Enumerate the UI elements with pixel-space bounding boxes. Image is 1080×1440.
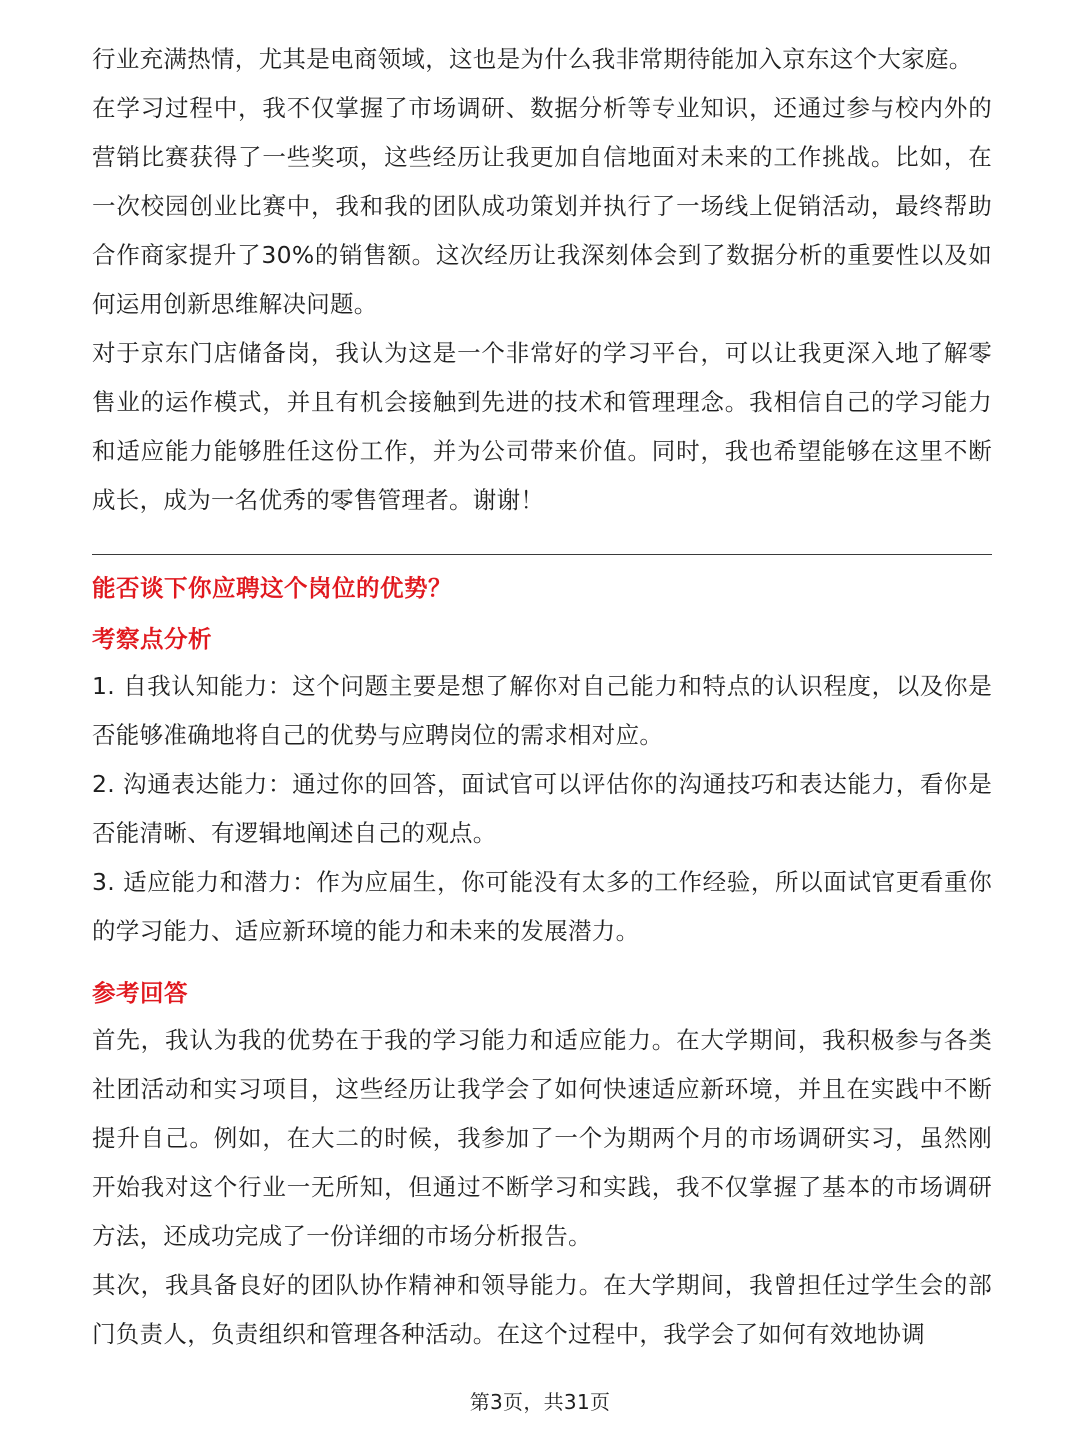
answer-paragraph: 其次，我具备良好的团队协作精神和领导能力。在大学期间，我曾担任过学生会的部门负责人，负责组织和管理各种活动。在这个过程中，我学会了如何有效地协调	[92, 1271, 992, 1348]
analysis-point: 2. 沟通表达能力：通过你的回答，面试官可以评估你的沟通技巧和表达能力，看你是否能清晰、有逻辑地阐述自己的观点。	[92, 770, 992, 847]
paragraph: 在学习过程中，我不仅掌握了市场调研、数据分析等专业知识，还通过参与校内外的营销比赛获得了一些奖项，这些经历让我更加自信地面对未来的工作挑战。比如，在一次校园创业比赛中，我和我的团队成功策划并执行了一场线上促销活动，最终帮助合作商家提升了30%的销售额。这次经历让我深刻体会到了数据分析的重要性以及如何运用创新思维解决问题。	[92, 94, 992, 318]
page-content	[92, 35, 992, 1359]
paragraph: 行业充满热情，尤其是电商领域，这也是为什么我非常期待能加入京东这个大家庭。	[92, 45, 973, 73]
answer-heading: 参考回答	[92, 979, 188, 1007]
answer-paragraph: 首先，我认为我的优势在于我的学习能力和适应能力。在大学期间，我积极参与各类社团活动和实习项目，这些经历让我学会了如何快速适应新环境，并且在实践中不断提升自己。例如，在大二的时候，我参加了一个为期两个月的市场调研实习，虽然刚开始我对这个行业一无所知，但通过不断学习和实践，我不仅掌握了基本的市场调研方法，还成功完成了一份详细的市场分析报告。	[92, 1026, 992, 1250]
analysis-point: 1. 自我认知能力：这个问题主要是想了解你对自己能力和特点的认识程度，以及你是否能够准确地将自己的优势与应聘岗位的需求相对应。	[92, 672, 992, 749]
section-divider	[92, 554, 992, 555]
page-number-footer: 第3页，共31页	[469, 1390, 611, 1414]
paragraph: 对于京东门店储备岗，我认为这是一个非常好的学习平台，可以让我更深入地了解零售业的运作模式，并且有机会接触到先进的技术和管理理念。我相信自己的学习能力和适应能力能够胜任这份工作，并为公司带来价值。同时，我也希望能够在这里不断成长，成为一名优秀的零售管理者。谢谢！	[92, 339, 992, 514]
analysis-heading: 考察点分析	[92, 625, 212, 653]
question-title: 能否谈下你应聘这个岗位的优势？	[92, 574, 452, 602]
analysis-point: 3. 适应能力和潜力：作为应届生，你可能没有太多的工作经验，所以面试官更看重你的学习能力、适应新环境的能力和未来的发展潜力。	[92, 868, 992, 945]
